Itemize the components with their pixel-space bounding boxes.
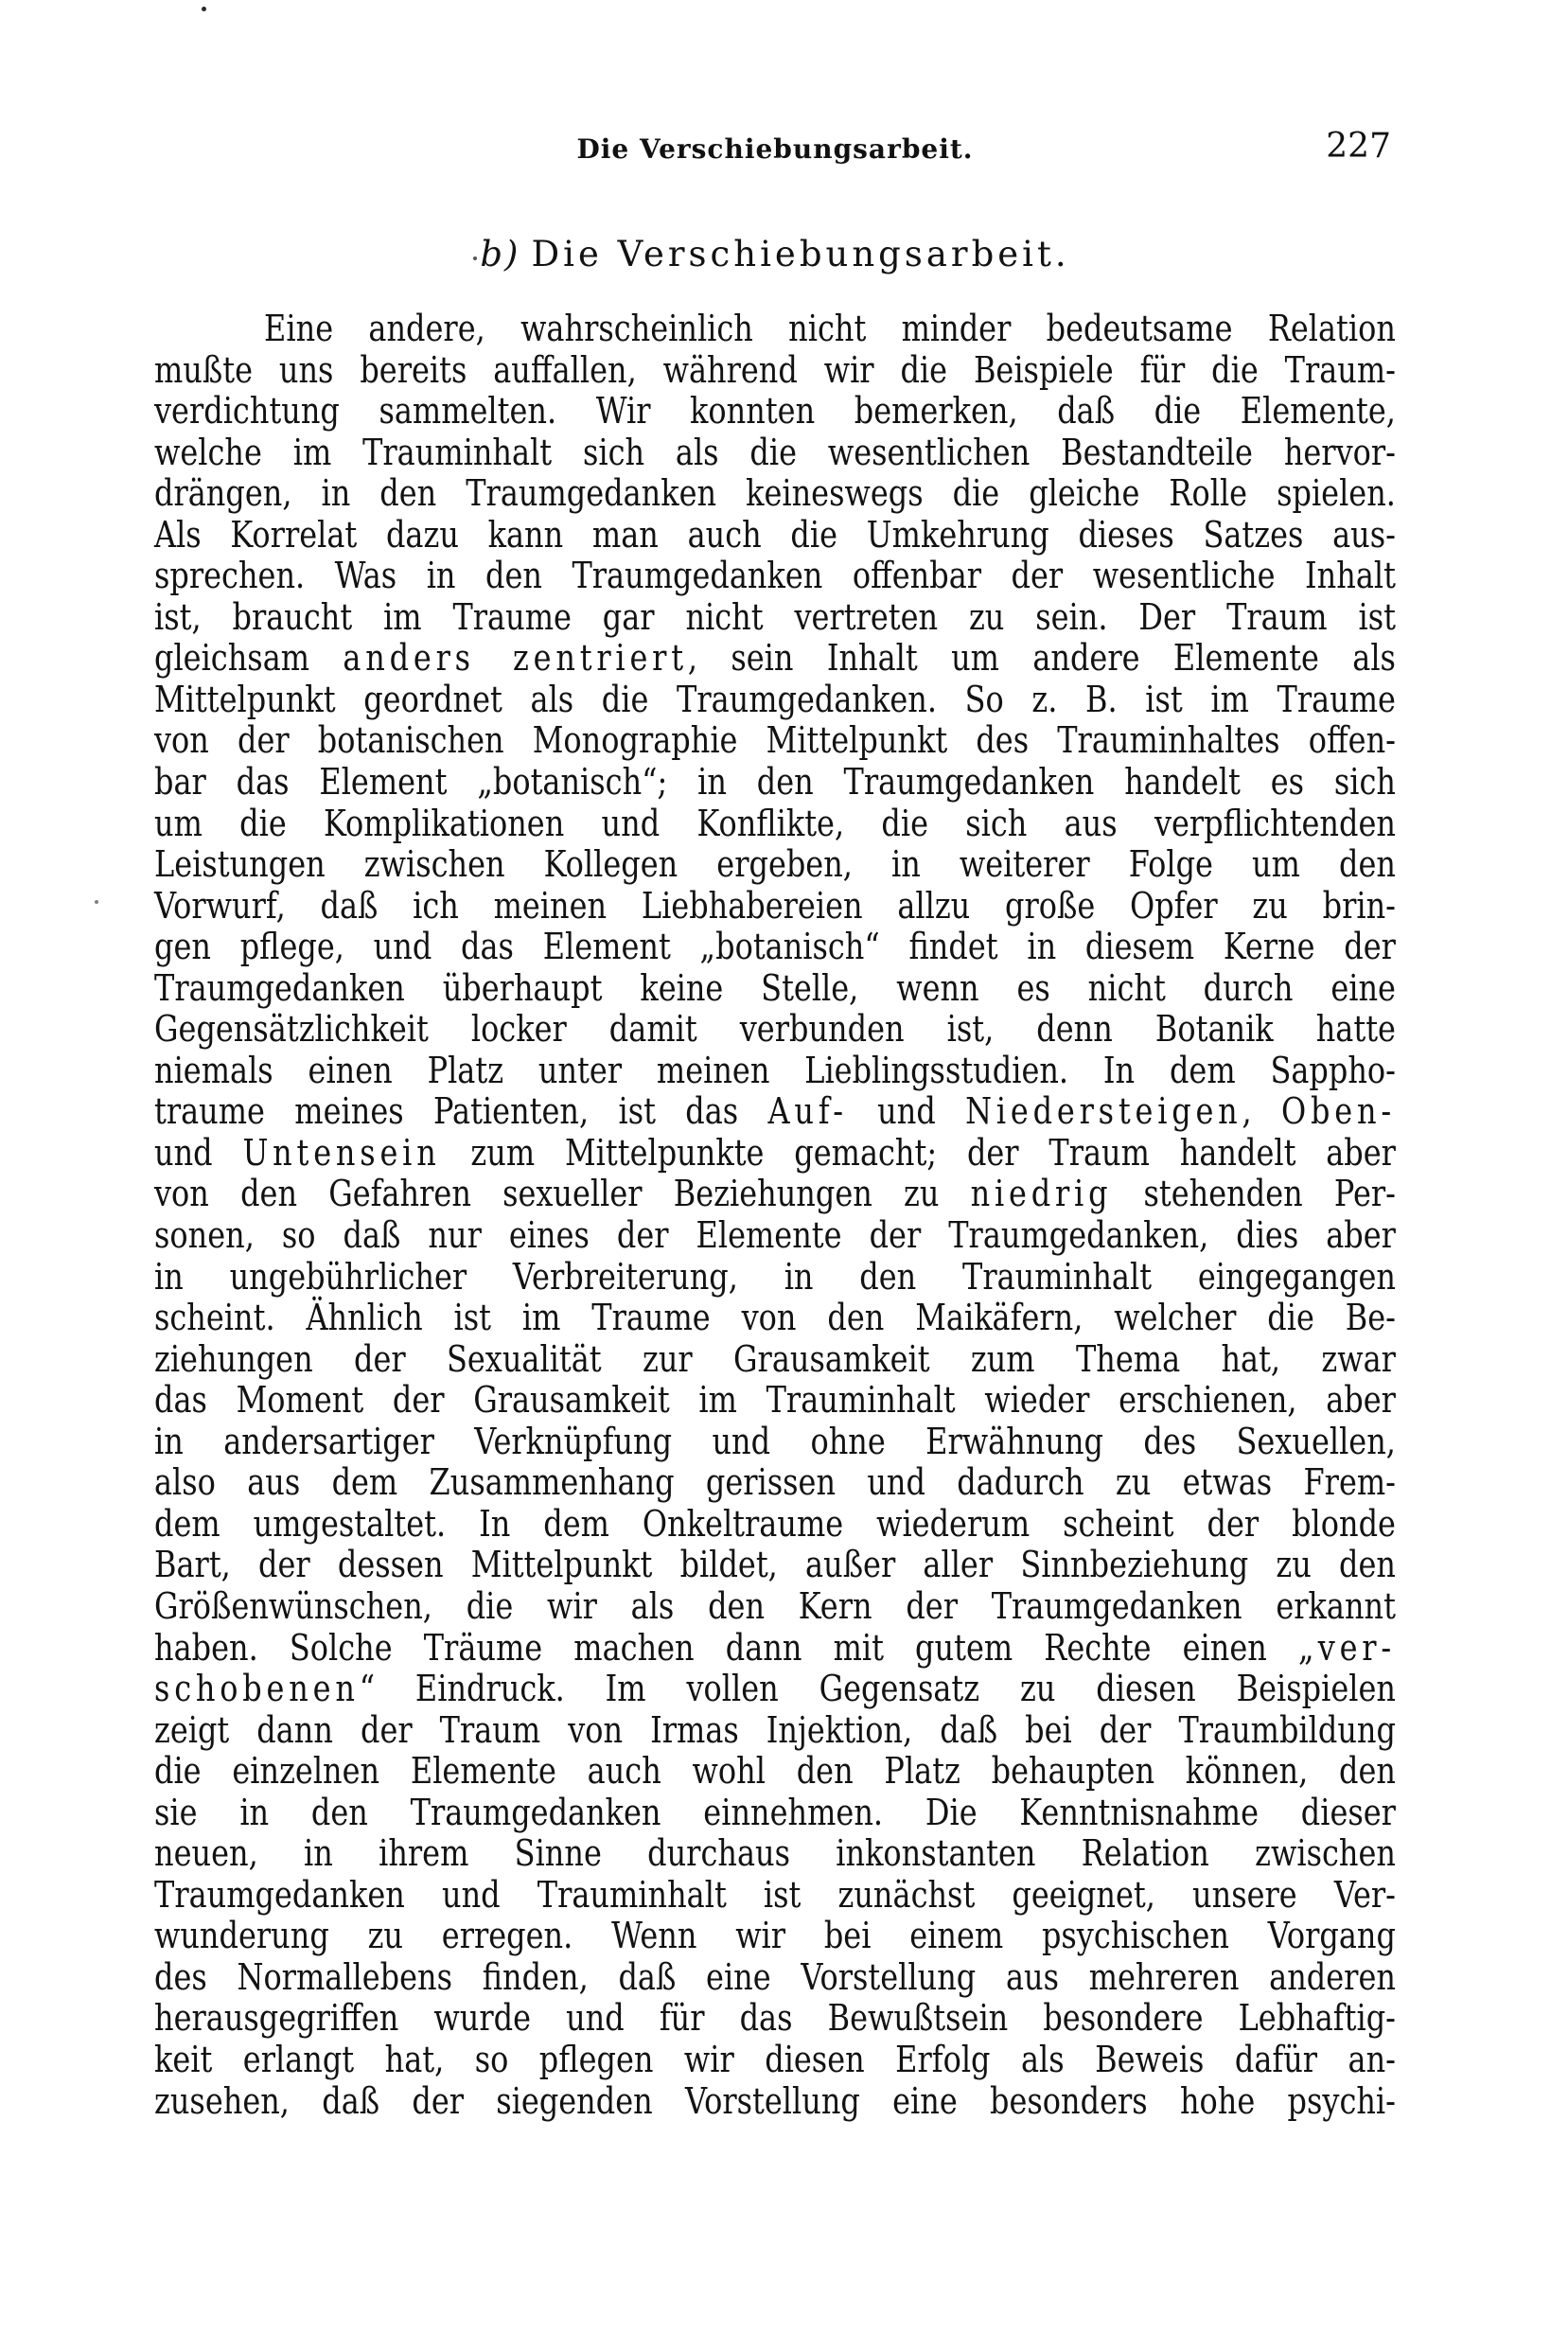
text-line: ist, braucht im Traume gar nicht vertreten zu sein. Der Traum ist (154, 595, 1396, 638)
text-line: neuen, in ihrem Sinne durchaus inkonstanten Relation zwischen (154, 1832, 1396, 1875)
text-line: ziehungen der Sexualität zur Grausamkeit zum Thema hat, zwar (154, 1337, 1396, 1380)
text-line: welche im Trauminhalt sich als die wesentlichen Bestandteile hervor- (154, 431, 1396, 473)
text-line: um die Komplikationen und Konflikte, die sich aus verpflichtenden (154, 802, 1396, 844)
emphasized-text: niedrig (970, 1173, 1113, 1215)
text-line: zusehen, daß der siegenden Vorstellung eine besonders hohe psychi- (154, 2079, 1396, 2122)
text-line: Leistungen zwischen Kollegen ergeben, in weiterer Folge um den (154, 843, 1396, 886)
emphasized-text: schobenen (154, 1668, 360, 1710)
text-line: Eine andere, wahrscheinlich nicht minder bedeutsame Relation (264, 308, 1396, 349)
text-line: haben. Solche Träume machen dann mit gutem Rechte einen „ver- (154, 1626, 1396, 1669)
text-line: schobenen“ Eindruck. Im vollen Gegensatz zu diesen Beispielen (154, 1668, 1396, 1710)
emphasized-text: Auf- (767, 1090, 848, 1133)
text-line: Bart, der dessen Mittelpunkt bildet, außer aller Sinnbeziehung zu den (154, 1544, 1396, 1586)
scan-speck (202, 7, 206, 11)
text-line: wunderung zu erregen. Wenn wir bei einem psychischen Vorgang (154, 1915, 1396, 1957)
text-line: sprechen. Was in den Traumgedanken offenbar der wesentliche Inhalt (154, 555, 1396, 597)
emphasized-text: „ver- (1297, 1626, 1396, 1669)
text-line: von den Gefahren sexueller Beziehungen zu niedrig stehenden Per- (154, 1173, 1396, 1215)
scan-speck (95, 900, 98, 904)
text-line: mußte uns bereits auffallen, während wir die Beispiele für die Traum- (154, 348, 1396, 391)
text-line: keit erlangt hat, so pflegen wir diesen Erfolg als Beweis dafür an- (154, 2038, 1396, 2080)
text-line: von der botanischen Monographie Mittelpunkt des Trauminhaltes offen- (154, 719, 1396, 762)
text-line: Als Korrelat dazu kann man auch die Umkehrung dieses Satzes aus- (154, 513, 1396, 556)
text-line: drängen, in den Traumgedanken keineswegs die gleiche Rolle spielen. (154, 472, 1396, 515)
text-line: Mittelpunkt geordnet als die Traumgedanken. So z. B. ist im Traume (154, 678, 1396, 720)
text-line: das Moment der Grausamkeit im Trauminhalt wieder erschienen, aber (154, 1379, 1396, 1422)
paragraph (154, 309, 1396, 2122)
text-line: traume meines Patienten, ist das Auf- und Niedersteigen, Oben- (154, 1090, 1396, 1133)
text-line: des Normallebens finden, daß eine Vorstellung aus mehreren anderen (154, 1955, 1396, 1998)
text-line: Traumgedanken überhaupt keine Stelle, wenn es nicht durch eine (154, 966, 1396, 1009)
page-number: 227 (1326, 127, 1391, 166)
text-line: verdichtung sammelten. Wir konnten bemerken, daß die Elemente, (154, 390, 1396, 433)
emphasized-text: Untensein (242, 1131, 441, 1174)
section-heading-enum: b) (480, 234, 520, 274)
text-line: sie in den Traumgedanken einnehmen. Die Kenntnisnahme dieser (154, 1791, 1396, 1833)
text-line: in ungebührlicher Verbreiterung, in den Trauminhalt eingegangen (154, 1255, 1396, 1298)
text-line: niemals einen Platz unter meinen Lieblingsstudien. In dem Sappho- (154, 1049, 1396, 1091)
section-heading-title: Die Verschiebungsarbeit. (531, 234, 1070, 274)
text-line: bar das Element „botanisch“; in den Traumgedanken handelt es sich (154, 761, 1396, 804)
text-line: und Untensein zum Mittelpunkte gemacht; der Traum handelt aber (154, 1131, 1396, 1174)
text-line: Traumgedanken und Trauminhalt ist zunächst geeignet, unsere Ver- (154, 1873, 1396, 1916)
text-line: scheint. Ähnlich ist im Traume von den Maikäfern, welcher die Be- (154, 1297, 1396, 1339)
text-line: Gegensätzlichkeit locker damit verbunden ist, denn Botanik hatte (154, 1008, 1396, 1051)
text-line: sonen, so daß nur eines der Elemente der Traumgedanken, dies aber (154, 1214, 1396, 1257)
emphasized-text: Niedersteigen (965, 1090, 1242, 1133)
text-line: gen pflege, und das Element „botanisch“ findet in diesem Kerne der (154, 926, 1396, 968)
text-line: also aus dem Zusammenhang gerissen und dadurch zu etwas Frem- (154, 1461, 1396, 1504)
text-line: dem umgestaltet. In dem Onkeltraume wiederum scheint der blonde (154, 1502, 1396, 1545)
emphasized-text: anders zentriert (343, 637, 688, 680)
emphasized-text: Oben- (1281, 1090, 1396, 1133)
text-line: gleichsam anders zentriert, sein Inhalt um andere Elemente als (154, 637, 1396, 680)
text-line: Größenwünschen, die wir als den Kern der Traumgedanken erkannt (154, 1584, 1396, 1627)
running-header: Die Verschiebungsarbeit. (576, 133, 974, 165)
section-heading (154, 234, 1396, 274)
text-line: die einzelnen Elemente auch wohl den Platz behaupten können, den (154, 1750, 1396, 1793)
text-line: Vorwurf, daß ich meinen Liebhabereien allzu große Opfer zu brin- (154, 884, 1396, 927)
text-line: zeigt dann der Traum von Irmas Injektion, daß bei der Traumbildung (154, 1708, 1396, 1751)
text-line: herausgegriffen wurde und für das Bewußtsein besondere Lebhaftig- (154, 1997, 1396, 2040)
text-line: in andersartiger Verknüpfung und ohne Erwähnung des Sexuellen, (154, 1420, 1396, 1462)
